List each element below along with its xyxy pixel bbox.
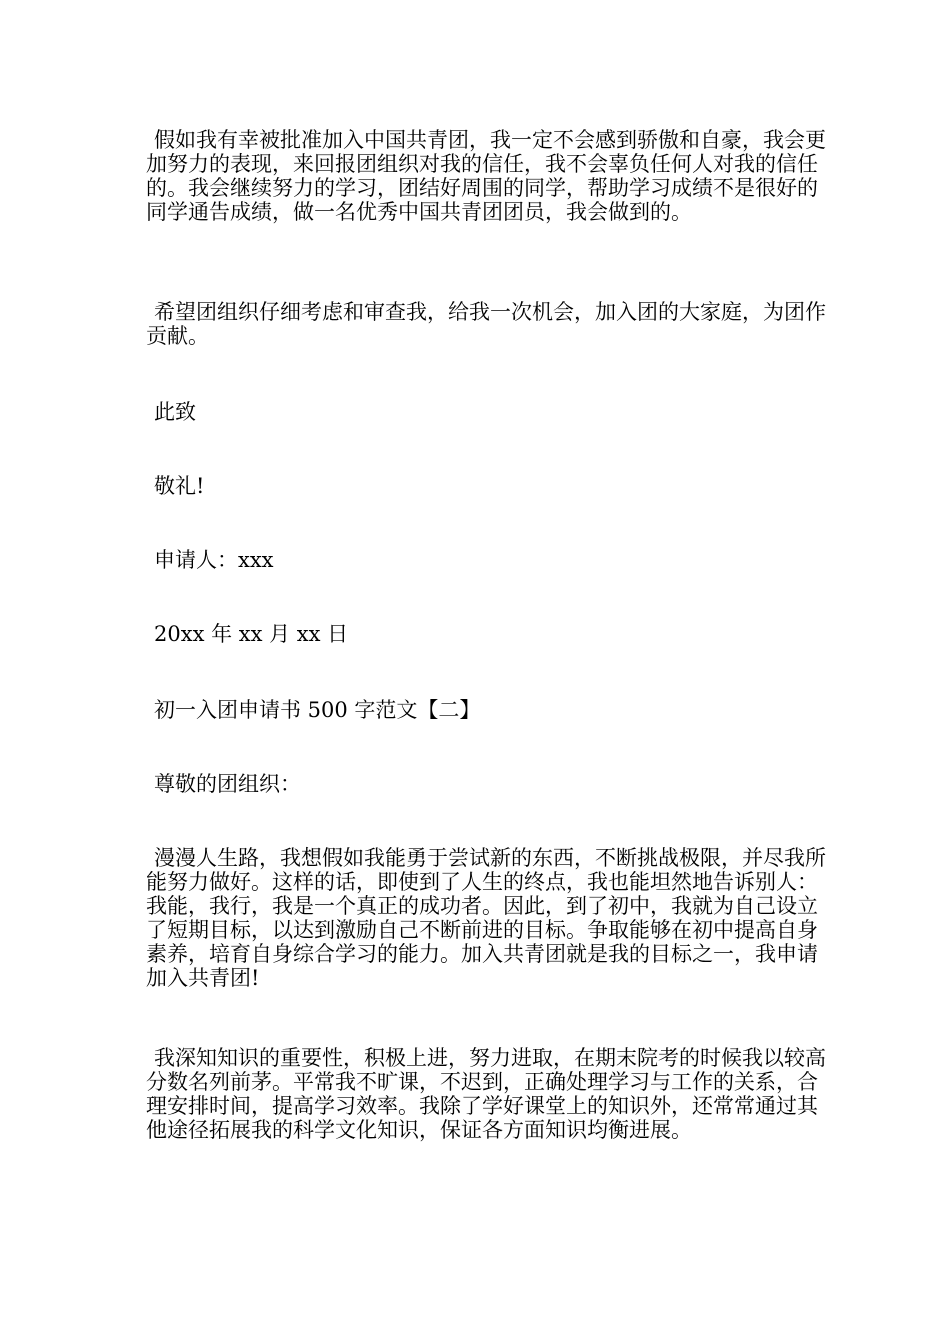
paragraph-commitment: 假如我有幸被批准加入中国共青团，我一定不会感到骄傲和自豪，我会更加努力的表现，来回报团组织对我的信任，我不会辜负任何人对我的信任的。我会继续努力的学习，团结好周围的同学，帮助学习成绩不是很好的同学通告成绩，做一名优秀中国共青团团员，我会做到的。 (146, 128, 826, 224)
closing-respect: 敬礼! (154, 474, 205, 498)
paragraph-study: 我深知知识的重要性，积极上进，努力进取，在期末院考的时候我以较高分数名列前茅。平常我不旷课，不迟到，正确处理学习与工作的关系，合理安排时间，提高学习效率。我除了学好课堂上的知识外，还常常通过其他途径拓展我的科学文化知识，保证各方面知识均衡进展。 (146, 1046, 826, 1142)
application-date: 20xx 年 xx 月 xx 日 (154, 622, 349, 646)
paragraph-goals: 漫漫人生路，我想假如我能勇于尝试新的东西，不断挑战极限，并尽我所能努力做好。这样的话，即使到了人生的终点，我也能坦然地告诉别人：我能，我行，我是一个真正的成功者。因此，到了初中，我就为自己设立了短期目标，以达到激励自己不断前进的目标。争取能够在初中提高自身素养，培育自身综合学习的能力。加入共青团就是我的目标之一，我申请加入共青团! (146, 846, 826, 990)
closing-salutation: 此致 (154, 400, 196, 424)
document-page (146, 0, 826, 1344)
applicant-name: 申请人：xxx (154, 548, 274, 572)
section-heading: 初一入团申请书 500 字范文【二】 (154, 698, 481, 722)
greeting: 尊敬的团组织： (154, 772, 301, 796)
paragraph-request: 希望团组织仔细考虑和审查我，给我一次机会，加入团的大家庭，为团作贡献。 (146, 300, 826, 348)
